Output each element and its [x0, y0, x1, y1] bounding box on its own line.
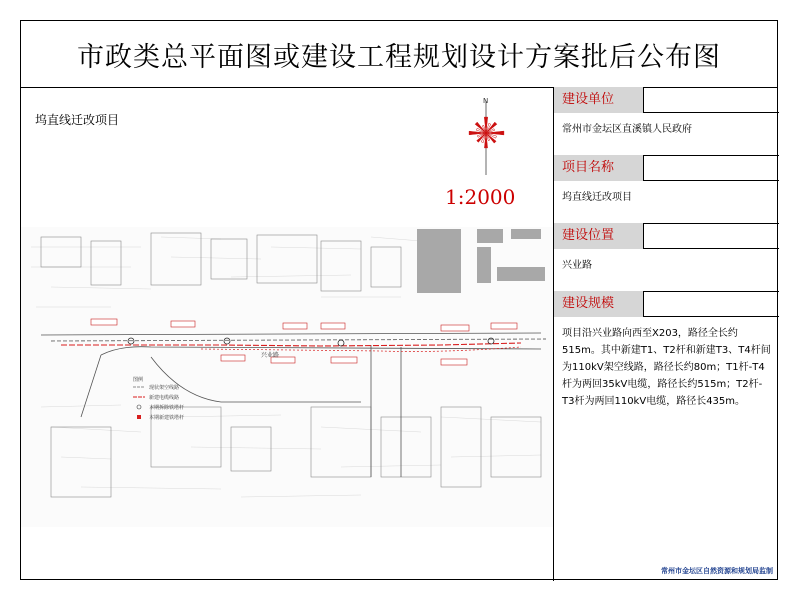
legend-item: 现状架空线路 — [149, 385, 180, 391]
scale-label: 建设规模 — [554, 291, 644, 317]
site-map — [21, 227, 554, 527]
road-name: 兴业路 — [261, 352, 280, 359]
location-label: 建设位置 — [554, 223, 644, 249]
section-header — [554, 155, 779, 181]
location-value: 兴业路 — [562, 260, 592, 271]
scale-value: 项目沿兴业路向西至X203，路径全长约515m。其中新建T1、T2杆和新建T3、T4杆间为110kV架空线路，路径长约80m；T1杆-T4杆为两回35kV电缆，路径长约515m；T2杆-T3杆为两回110kV电缆，路径长435m。 — [562, 328, 771, 407]
section-name — [554, 155, 779, 223]
section-header — [554, 223, 779, 249]
legend-item: 本期新建铁塔杆 — [149, 415, 185, 421]
section-unit — [554, 87, 779, 155]
legend-item: 新建电缆线路 — [149, 395, 180, 401]
map-panel — [21, 87, 554, 581]
footer-credit: 常州市金坛区自然资源和规划局监制 — [661, 567, 773, 575]
legend-title: 图例 — [133, 377, 144, 383]
compass-rose-icon — [451, 95, 521, 181]
drawing-sheet — [20, 20, 778, 580]
scale-ratio: 1:2000 — [445, 185, 516, 209]
name-label: 项目名称 — [554, 155, 644, 181]
north-letter: N — [483, 97, 489, 105]
project-label: 坞直线迁改项目 — [35, 113, 120, 127]
section-header — [554, 87, 779, 113]
unit-value: 常州市金坛区直溪镇人民政府 — [562, 124, 692, 135]
info-panel — [554, 87, 779, 581]
name-value: 坞直线迁改项目 — [562, 192, 632, 203]
section-location — [554, 223, 779, 291]
page-title: 市政类总平面图或建设工程规划设计方案批后公布图 — [21, 21, 777, 88]
section-header — [554, 291, 779, 317]
unit-label: 建设单位 — [554, 87, 644, 113]
section-scale — [554, 291, 779, 581]
legend-item: 本期拆除铁塔杆 — [149, 405, 185, 411]
